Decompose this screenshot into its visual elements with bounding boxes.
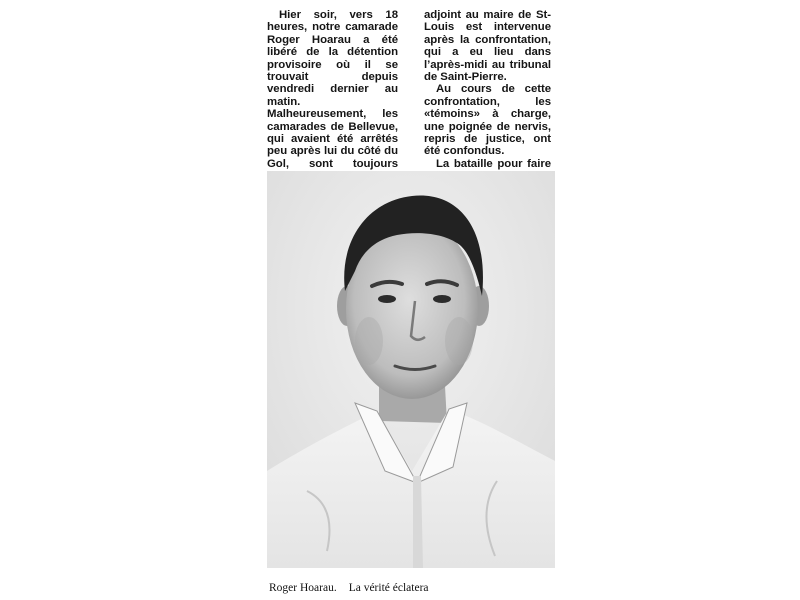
article-paragraph: adjoint au maire de St-Louis est intervenue après la confrontation, qui a eu lieu dans l’après-midi au tribunal de Saint-Pierre.: [424, 9, 551, 84]
article-paragraph: La bataille pour faire: [436, 157, 551, 170]
article-paragraph: Au cours de cette confrontation, les «témoins» à charge, une poignée de nervis, repris de justice, ont été confondus.: [424, 83, 551, 158]
caption-name: Roger Hoarau.: [269, 582, 337, 594]
portrait-photo: [267, 171, 555, 568]
article-paragraph: Hier soir, vers 18 heures, notre camarade Roger Hoarau a été libéré de la détention provisoire où il se trouvait depuis vendredi dernier au matin. Malheureusement, les camarades de Bellevue, qui avaient été arrêtés peu après lui du côté du Gol, sont toujours: [267, 9, 398, 170]
photo-caption: [269, 582, 429, 594]
caption-text: La vérité éclatera: [348, 582, 429, 594]
